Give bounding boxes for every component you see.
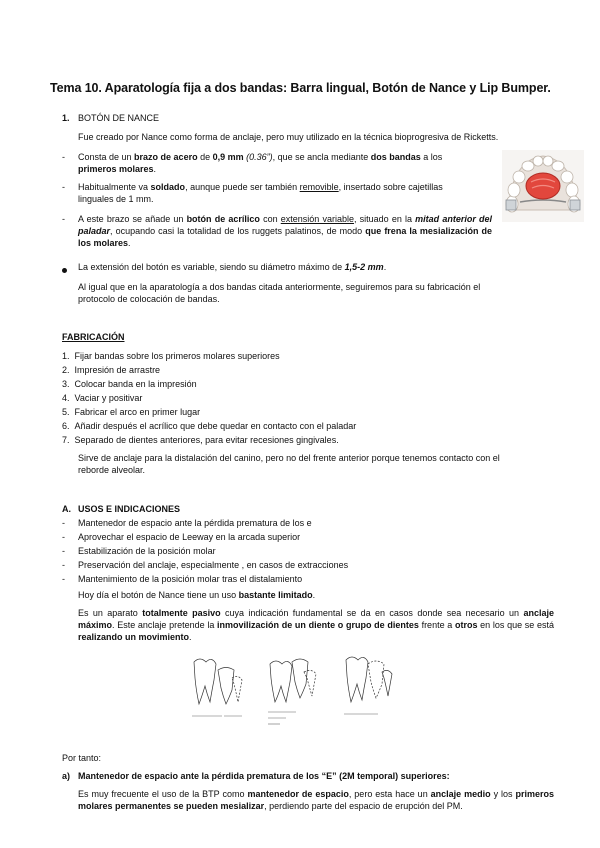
dash-bullet: - — [62, 560, 65, 570]
paragraph-fabricacion-protocolo: Al igual que en la aparatología a dos bandas citada anteriormente, seguiremos para su fabricación el protocolo de colocación de bandas. — [78, 282, 481, 304]
list-item: 6. Añadir después el acrílico que debe quedar en contacto con el paladar — [62, 421, 357, 431]
subsection-letter: a) — [62, 771, 71, 781]
pasivo-paragraph: Es un aparato totalmente pasivo cuya indicación fundamental se da en casos donde sea necesario un anclaje máximo. Este anclaje pretende la inmovilización de un diente o grupo de dientes frente a otros en los que se está realizando un movimiento. — [78, 608, 554, 642]
list-item: Estabilización de la posición molar — [78, 546, 216, 556]
bullet-soldado: Habitualmente va soldado, aunque puede ser también removible, insertado sobre cajetillas linguales de 1 mm. — [78, 182, 443, 204]
section-letter: A. — [62, 504, 71, 514]
dash-bullet: - — [62, 546, 65, 556]
list-item: 1. Fijar bandas sobre los primeros molares superiores — [62, 351, 280, 361]
page-title: Tema 10. Aparatología fija a dos bandas: Barra lingual, Botón de Nance y Lip Bumper. — [50, 81, 551, 95]
tooth-diagram-1 — [192, 659, 242, 716]
tooth-movement-diagrams — [188, 652, 416, 732]
bullet-brazo: Consta de un brazo de acero de 0,9 mm (0.36”), que se ancla mediante dos bandas a los primeros molares. — [78, 152, 443, 174]
dot-bullet — [62, 264, 76, 276]
nance-appliance-photo — [502, 150, 584, 222]
dash-bullet: - — [62, 532, 65, 542]
dash-bullet: - — [62, 182, 65, 192]
tooth-diagram-3 — [344, 657, 392, 714]
list-item: 4. Vaciar y positivar — [62, 393, 143, 403]
list-item: 2. Impresión de arrastre — [62, 365, 161, 375]
dash-bullet: - — [62, 152, 65, 162]
list-item: 7. Separado de dientes anteriores, para evitar recesiones gingivales. — [62, 435, 339, 445]
section-number: 1. — [62, 113, 70, 123]
bullet-extension: La extensión del botón es variable, siendo su diámetro máximo de 1,5-2 mm. — [78, 262, 387, 272]
dash-bullet: - — [62, 574, 65, 584]
dash-bullet: - — [62, 214, 65, 224]
section-heading-nance: BOTÓN DE NANCE — [78, 113, 160, 123]
list-item: Preservación del anclaje, especialmente , en casos de extracciones — [78, 560, 349, 570]
dash-bullet: - — [62, 518, 65, 528]
por-tanto: Por tanto: — [62, 753, 102, 763]
intro-paragraph: Fue creado por Nance como forma de anclaje, pero muy utilizado en la técnica bioprogresiva de Ricketts. — [78, 132, 499, 142]
list-item: 3. Colocar banda en la impresión — [62, 379, 197, 389]
usos-heading: USOS E INDICACIONES — [78, 504, 181, 514]
hoy-dia-paragraph: Hoy día el botón de Nance tiene un uso bastante limitado. — [78, 590, 316, 600]
mantenedor-paragraph: Es muy frecuente el uso de la BTP como mantenedor de espacio, pero esta hace un anclaje medio y los primeros molares permanentes se pueden mesializar, perdiendo parte del espacio de erupción del PM. — [78, 789, 554, 811]
tooth-diagram-2 — [268, 659, 316, 724]
subsection-heading-mantenedor: Mantenedor de espacio ante la pérdida prematura de los “E” (2M temporal) superiores: — [78, 771, 450, 781]
fabricacion-heading: FABRICACIÓN — [62, 332, 125, 342]
list-item: Mantenimiento de la posición molar tras el distalamiento — [78, 574, 303, 584]
list-item: Aprovechar el espacio de Leeway en la arcada superior — [78, 532, 301, 542]
fabricacion-note: Sirve de anclaje para la distalación del canino, pero no del frente anterior porque tenemos contacto con el reborde alveolar. — [78, 453, 500, 475]
bullet-acrilico: A este brazo se añade un botón de acrílico con extensión variable, situado en la mitad anterior del paladar, ocupando casi la totalidad de los ruggets palatinos, de modo que frena la mesialización de los molares. — [78, 214, 493, 248]
list-item: 5. Fabricar el arco en primer lugar — [62, 407, 201, 417]
list-item: Mantenedor de espacio ante la pérdida prematura de los e — [78, 518, 312, 528]
